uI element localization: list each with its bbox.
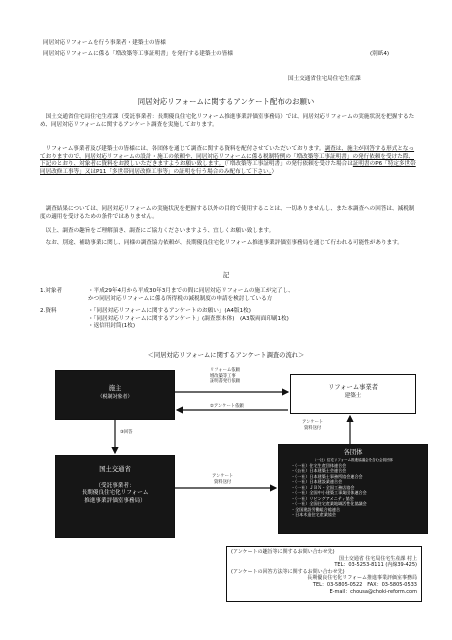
groups-list-item: ・（一社）住宅生産団体連合会	[291, 462, 347, 468]
contact-line-6: TEL：03-5805-0522 FAX：03-5805-0533	[312, 581, 417, 588]
groups-list-item: ・（一社）全国住宅産業地域活性化協議会	[291, 501, 367, 507]
contact-line-1: (アンケートの趣旨等に関するお問い合わせ先)	[231, 549, 335, 555]
groups-list-item: ・日本木造住宅産業協会	[291, 512, 337, 518]
addressee-line-2: 同居対応リフォームに係る「増改築等工事証明書」を発行する建築士の皆様	[43, 51, 233, 57]
flow-heading: ＜同居対応リフォームに関するアンケート調査の流れ＞	[147, 352, 305, 359]
flow-arrows	[0, 360, 452, 550]
p2-part-f: ）	[271, 168, 278, 175]
annex-label: (別紙4)	[370, 51, 390, 57]
item-2-text: ・「同居対応リフォームに関するアンケートのお願い」(A4版1枚) ・「同居対応リフォームに関するアンケート」(調査票本体) (A3版両面印刷1枚) ・返信用封筒(1枚)	[88, 308, 289, 330]
body-paragraph-5: なお、別途、補助事業に関し、同様の調査協力依頼が、長期優良住宅化リフォーム推進事業評価室事務局を通じて行われる可能性があります。	[45, 240, 403, 246]
arrow-reply-label: ③回答	[120, 430, 133, 435]
reform-title: リフォーム事業者	[327, 384, 379, 391]
groups-title: 各団体	[343, 449, 363, 456]
contact-line-3: TEL：03-5253-8111 (内線39-425)	[334, 562, 417, 569]
p2-part-d: （「増改築等工事証明書」の発行依頼を受けた場合は	[224, 161, 353, 168]
item-2-label: 2.資料	[40, 308, 57, 314]
groups-list-item: ・（一社）リビングアメニティ協会	[291, 495, 354, 501]
p2-part-b: 調査は、施主が回答する形式となっておりますので、同居対応リフォームの設計・施工の依頼や、同居対応リフォームに係る税制特例の「増改築等工事証明書」の発行依頼を受けた際、下記のとおり、	[40, 146, 415, 168]
groups-list-item: ・（一社）全国中小建築工事業団体連合会	[291, 490, 367, 496]
owner-title: 施主	[108, 385, 122, 392]
body-paragraph-4: 以上、調査の趣旨をご理解頂き、調査にご協力くださいますよう、宜しくお願い致します。	[45, 228, 275, 234]
groups-list-item: ・（一社）日本建設業連合会	[291, 479, 343, 485]
mlit-sub: （受託事業者： 長期優良住宅化リフォーム 推進事業評価室事務局）	[81, 482, 149, 504]
arrow-request-label: リフォーム依頼 増改築等工事 証明書発行依頼	[210, 368, 241, 385]
mlit-title: 国土交通省	[99, 466, 131, 473]
body-paragraph-3: 調査結果については、同居対応リフォームの実施状況を把握する以外の目的で使用することは、一切ありませんし、また本調査への回答は、減税制度の適用を受けるための条件ではありません。	[40, 206, 415, 220]
owner-sub: （税制対象者）	[97, 393, 133, 400]
p2-part-a: リフォーム事業者及び建築士の皆様には、各団体を通じて調査に関する資料を配付させていただいております。	[45, 146, 325, 152]
arrow-send-reform-label: アンケート 資料送付	[302, 420, 324, 431]
sender: 国土交通省住宅局住宅生産課	[288, 76, 361, 82]
contact-line-5: 長期優良住宅化リフォーム推進事業評価室事務局	[307, 575, 417, 582]
body-paragraph-1: 国土交通省住宅局住宅生産課（受託事業者：長期優良住宅化リフォーム推進事業評価室事務局）では、同居対応リフォームの実施状況を把握するため、同居対応リフォームに関するアンケート調査を実施しております。	[40, 114, 415, 128]
item-1-text: ・平成29年4月から平成30年3月までの間に同居対応リフォームの施工が完了し、 かつ同居対応リフォームに係る所得税の減税制度の申請を検討している方	[88, 288, 294, 302]
ki-mark: 記	[222, 271, 230, 279]
contact-line-7: E-mail：chousa@choki-reform.com	[329, 588, 417, 595]
groups-note: （一社）住宅リフォーム推進協議会を含む会員団体	[312, 457, 394, 462]
page-title: 同居対応リフォームに関するアンケート配布のお願い	[137, 97, 315, 106]
p2-part-e: 証明書のP6「特定多世帯同居改修工事等」又はP11「多世帯同居改修工事等」の証明を行う場合のみ配布して下さい。	[40, 161, 416, 175]
arrow-survey-req-label: ②アンケート依頼	[210, 404, 244, 409]
groups-list-item: ・（一社）ＪＢＮ・全国工務店協会	[291, 484, 355, 490]
body-paragraph-2	[40, 146, 416, 176]
item-1-label: 1.対象者	[40, 288, 63, 294]
contact-box	[226, 546, 422, 602]
groups-list-item: ・（一社）日本建築士事務所協会連合会	[291, 473, 363, 479]
groups-list-item: ・全国建設労働組合総連合	[291, 506, 341, 512]
p2-part-c: 対象者に資料をお渡しいただきますようお願い致します。	[79, 161, 225, 168]
contact-line-4: (アンケートの回答方法等に関するお問い合わせ先)	[231, 568, 345, 575]
arrow-send-groups-label: アンケート 資料送付	[212, 474, 234, 485]
reform-sub: 建築士	[344, 392, 362, 399]
contact-line-2: 国土交通省 住宅局住宅生産課 村上	[338, 555, 417, 562]
groups-list-item: ・（公社）日本建築士会連合会	[291, 468, 347, 474]
addressee-line-1: 同居対応リフォームを行う事業者・建築士の皆様	[43, 40, 166, 46]
